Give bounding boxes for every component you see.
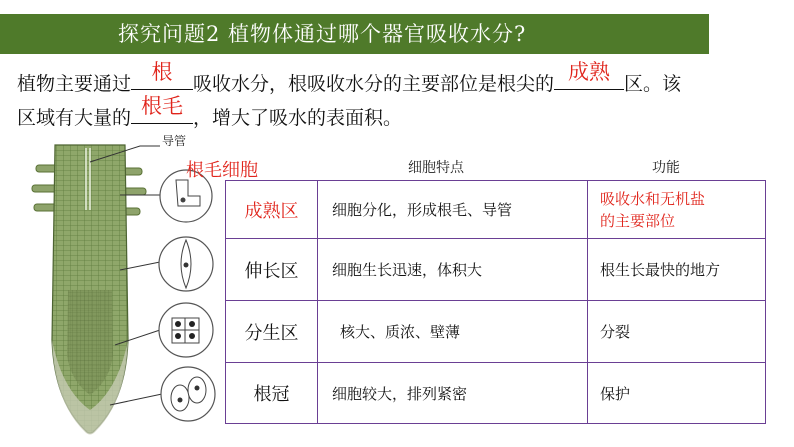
function-cell: 吸收水和无机盐 的主要部位 — [588, 181, 766, 239]
paragraph-line-2 — [17, 94, 403, 132]
page-title: 探究问题2 植物体通过哪个器官吸收水分? — [118, 22, 527, 46]
table-row — [226, 363, 766, 424]
function-cell: 分裂 — [588, 301, 766, 363]
function-cell: 保护 — [588, 363, 766, 424]
answer-text: 根毛 — [141, 94, 184, 118]
xylem-label: 导管 — [162, 134, 187, 148]
fill-blank-1 — [131, 60, 193, 90]
feature-cell: 细胞分化，形成根毛、导管 — [318, 181, 588, 239]
zone-cell: 成熟区 — [226, 181, 318, 239]
text-segment: 植物主要通过 — [17, 73, 132, 95]
feature-cell: 核大、质浓、壁薄 — [318, 301, 588, 363]
zone-cell: 分生区 — [226, 301, 318, 363]
feature-cell: 细胞生长迅速，体积大 — [318, 239, 588, 301]
fill-blank-2 — [554, 60, 624, 90]
fill-blank-3 — [131, 94, 193, 124]
text-segment: 区。该 — [624, 73, 682, 95]
header-function: 功能 — [652, 160, 680, 176]
function-cell: 根生长最快的地方 — [588, 239, 766, 301]
text-segment: ，增大了吸水的表面积。 — [193, 107, 403, 129]
table-row — [226, 239, 766, 301]
root-hair-cell-label: 根毛细胞 — [186, 160, 258, 181]
zone-cell: 伸长区 — [226, 239, 318, 301]
header-features: 细胞特点 — [408, 160, 464, 176]
title-bar — [0, 14, 709, 54]
text-segment: 区域有大量的 — [17, 107, 132, 129]
text-segment: 吸收水分，根吸收水分的主要部位是根尖的 — [193, 73, 555, 95]
answer-text: 根 — [151, 60, 173, 84]
feature-cell: 细胞较大，排列紧密 — [318, 363, 588, 424]
root-zones-table — [225, 180, 766, 424]
root-tip-diagram — [0, 140, 225, 447]
answer-text: 成熟 — [568, 60, 611, 84]
paragraph-line-1 — [17, 60, 682, 98]
table-row — [226, 181, 766, 239]
table-row — [226, 301, 766, 363]
zone-cell: 根冠 — [226, 363, 318, 424]
